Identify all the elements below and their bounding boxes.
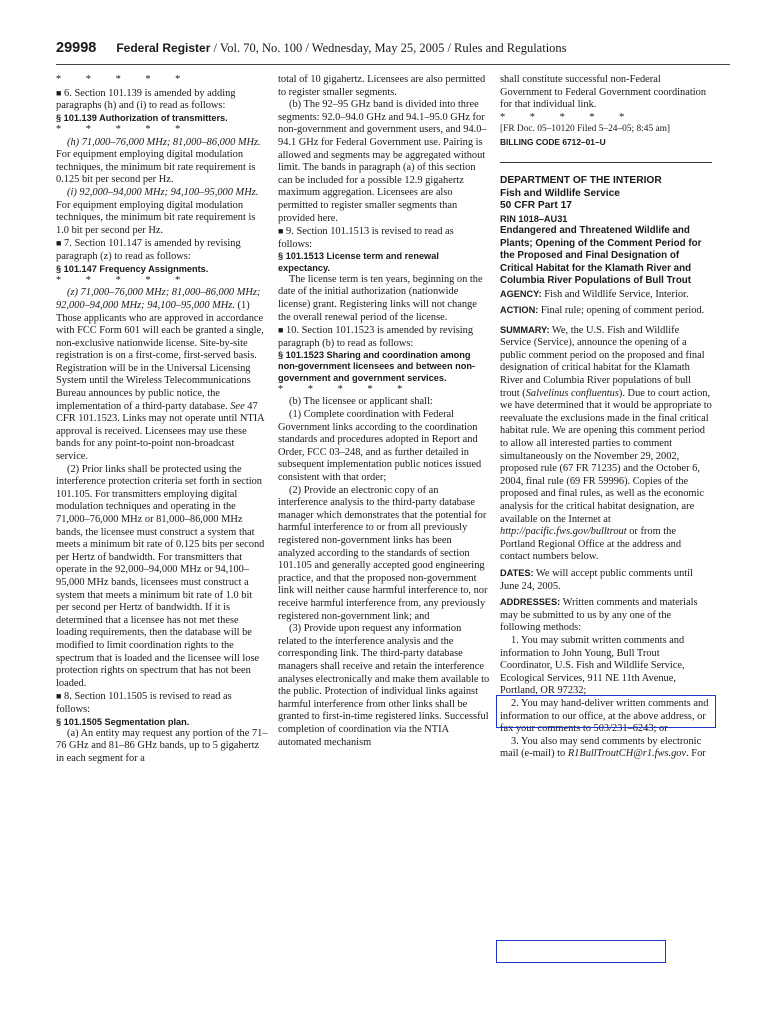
column-left <box>56 74 268 765</box>
page-header <box>56 40 730 65</box>
rin-heading: RIN 1018–AU31 <box>500 213 568 224</box>
paragraph-z: (z) 71,000–76,000 MHz; 81,000–86,000 MHz; 92,000–94,000 MHz; 94,100–95,000 MHz. (1) Those applicants who are approved in accordance with FCC Form 601 will each be granted a single, non-exclusive nationwide license. Site-by-site registration is on a first-come, first-served basis. Registration will be in the Universal Licensing System until the Wireless Telecommunications Bureau announces by public notice, the implementation of a third-party database. See 47 CFR 101.1523. Links may not operate until NTIA approval is received. Licensees may use these bands for any point-to-point non-broadcast service. <box>56 287 265 463</box>
paragraph-continued: total of 10 gigahertz. Licensees are also permitted to register smaller segments. <box>278 74 486 98</box>
paragraph-b3: (3) Provide upon request any information related to the interference analysis and the corresponding link. The third-party database managers shall receive and retain the interference analyses electronically and make them available to the public. Protection of individual links against harmful interference from other links shall be granted to first-in-time registered links. Successful completion of coordination via the NTIA automated mechanism <box>278 623 490 748</box>
bullet-icon: ■ <box>56 238 62 249</box>
column-middle <box>278 74 490 749</box>
email-highlight-box[interactable] <box>496 940 666 963</box>
paragraph-i: (i) 92,000–94,000 MHz; 94,100–95,000 MHz. For equipment employing digital modulation techniques, the minimum bit rate requirement is 1.0 bit per second per Hz. <box>56 186 259 236</box>
paragraph-h: (h) 71,000–76,000 MHz; 81,000–86,000 MHz. For equipment employing digital modulation techniques, the minimum bit rate requirement is 0.125 bit per second per Hz. <box>56 136 261 186</box>
bullet-icon: ■ <box>278 226 284 237</box>
ellipsis-stars: * * * * * <box>500 111 625 123</box>
page-number: 29998 <box>56 40 97 56</box>
amendatory-instruction: ■ 10. Section 101.1523 is amended by revising paragraph (b) to read as follows: <box>278 325 474 349</box>
paragraph-b2: (2) Provide an electronic copy of an interference analysis to the third-party database manager which demonstrates that the potential for harmful interference to or from all previously registered non-government links has been analyzed according to the standards of section 101.105 and generally accepted good engineering practice, and that the proposed non-government link will neither cause harmful interference to, nor receive harmful interference from, any previously registered non-government link; and <box>278 484 488 622</box>
section-heading: § 101.1523 Sharing and coordination among non-government licensees and between non-government and government services. <box>278 350 476 383</box>
action-field: ACTION: Final rule; opening of comment period. <box>500 305 705 317</box>
amendatory-instruction: ■ 9. Section 101.1513 is revised to read as follows: <box>278 226 454 250</box>
paragraph-b1: (1) Complete coordination with Federal Government links according to the coordination standards and procedures adopted in Report and Order, FCC 03–248, and as further detailed in subsequent implementation public notices issued consistent with that order; <box>278 409 482 484</box>
amendatory-instruction: ■ 6. Section 101.139 is amended by adding paragraphs (h) and (i) to read as follows: <box>56 87 236 112</box>
bullet-icon: ■ <box>278 325 284 336</box>
email-link[interactable]: R1BullTroutCH@r1.fws.gov <box>567 748 687 760</box>
cfr-heading: 50 CFR Part 17 <box>500 200 572 212</box>
rule-title: Endangered and Threatened Wildlife and Plants; Opening of the Comment Period for the Proposed and Final Designation of Critical Habitat for the Klamath River and Columbia River Populations of Bull Trout <box>500 225 702 287</box>
amendatory-instruction: ■ 8. Section 101.1505 is revised to read as follows: <box>56 691 232 715</box>
ellipsis-stars: * * * * * <box>278 383 403 395</box>
paragraph-1505a: (a) An entity may request any portion of the 71–76 GHz and 81–86 GHz bands, up to 5 gigahertz in each segment for a <box>56 727 268 764</box>
method-3: 3. You also may send comments by electronic mail (e-mail) to R1BullTroutCH@r1.fws.gov. For <box>500 735 706 760</box>
paragraph-1513: The license term is ten years, beginning on the date of the initial authorization (nationwide license) grant. Registering links will not change the overall renewal period of the license. <box>278 273 483 323</box>
summary-field: SUMMARY: We, the U.S. Fish and Wildlife Service (Service), announce the opening of a public comment period on the proposed and final designation of critical habitat for the Klamath River and Columbia River populations of bull trout (Salvelinus confluentus). Due to court action, we have determined that it would be appropriate to reevaluate the exclusions made in the final critical habitat rule. We are opening this comment period to allow all interested parties to comment simultaneously on the November 29, 2002, proposed rule (67 FR 71235) and the October 6, 2004, final rule (69 FR 59996). Copies of the proposed and final rules, as well as the economic analysis for the critical habitat designation, are available on the Internet at http://pacific.fws.gov/bulltrout or from the Portland Regional Office at the address and contact numbers below. <box>500 324 712 563</box>
amendatory-instruction: ■ 7. Section 101.147 is amended by revising paragraph (z) to read as follows: <box>56 238 241 262</box>
section-heading: § 101.139 Authorization of transmitters. <box>56 112 228 123</box>
section-heading: § 101.1513 License term and renewal expectancy. <box>278 251 439 273</box>
agency-field: AGENCY: Fish and Wildlife Service, Interior. <box>500 288 689 300</box>
addresses-field: ADDRESSES: Written comments and materials may be submitted to us by any one of the following methods: <box>500 597 698 634</box>
divider <box>500 162 712 163</box>
paragraph-b: (b) The licensee or applicant shall: <box>289 396 433 408</box>
section-heading: § 101.1505 Segmentation plan. <box>56 716 190 727</box>
section-heading: § 101.147 Frequency Assignments. <box>56 263 209 274</box>
bullet-icon: ■ <box>56 87 62 98</box>
billing-code: BILLING CODE 6712–01–U <box>500 136 606 147</box>
paragraph-continued: shall constitute successful non-Federal Government to Federal Government coordination for that individual link. <box>500 74 707 111</box>
issue-details: / Vol. 70, No. 100 / Wednesday, May 25, 2005 / Rules and Regulations <box>210 41 567 55</box>
dates-field: DATES: We will accept public comments until June 24, 2005. <box>500 567 693 592</box>
bulltrout-url-link[interactable]: http://pacific.fws.gov/bulltrout <box>500 526 627 538</box>
bullet-icon: ■ <box>56 691 62 702</box>
paragraph-1505b: (b) The 92–95 GHz band is divided into three segments: 92.0–94.0 GHz and 94.1–95.0 GHz for non-government and government users, and 94.0–94.1 GHz for Federal Government use. Pairing is allowed and segments may be aggregated without limit. The bands in paragraph (a) of this section can be included for a possible 12.9 gigahertz maximum aggregation. Licensees are also permitted to register smaller segments than provided here. <box>278 99 487 224</box>
ellipsis-stars: * * * * * <box>56 274 181 286</box>
paragraph-z2: (2) Prior links shall be protected using the interference protection criteria set forth in section 101.105. For transmitters employing digital modulation techniques and operating in the 71,000–76,000 MHz or 81,000–86,000 MHz bands, the licensee must construct a system that meets a minimum bit rate of 0.125 bits per second per Hertz of bandwidth. For transmitters that operate in the 92,000–94,000 MHz or 94,100–95,000 MHz bands, licensees must construct a system that meets a minimum bit rate of 1.0 bit per second per Hertz of bandwidth. If it is determined that a licensee has not met these loading requirements, then the database will be modified to limit coordination rights to the spectrum that is loaded and the licensee will lose protection rights on spectrum that has not been loaded. <box>56 463 265 689</box>
fr-doc-line: [FR Doc. 05–10120 Filed 5–24–05; 8:45 am] <box>500 124 671 135</box>
publication-name: Federal Register <box>116 41 211 55</box>
service-heading: Fish and Wildlife Service <box>500 187 620 199</box>
department-heading: DEPARTMENT OF THE INTERIOR <box>500 175 662 187</box>
ellipsis-stars: * * * * * <box>56 123 181 135</box>
method-1: 1. You may submit written comments and information to John Young, Bull Trout Coordinator, U.S. Fish and Wildlife Service, Ecological Services, 911 NE 11th Avenue, Portland, OR 97232; <box>500 634 685 697</box>
column-right <box>500 74 712 761</box>
method-2: 2. You may hand-deliver written comments and information to our office, at the above address, or fax your comments to 503/231–6243; or <box>500 697 709 735</box>
ellipsis-stars: * * * * * <box>56 74 181 85</box>
